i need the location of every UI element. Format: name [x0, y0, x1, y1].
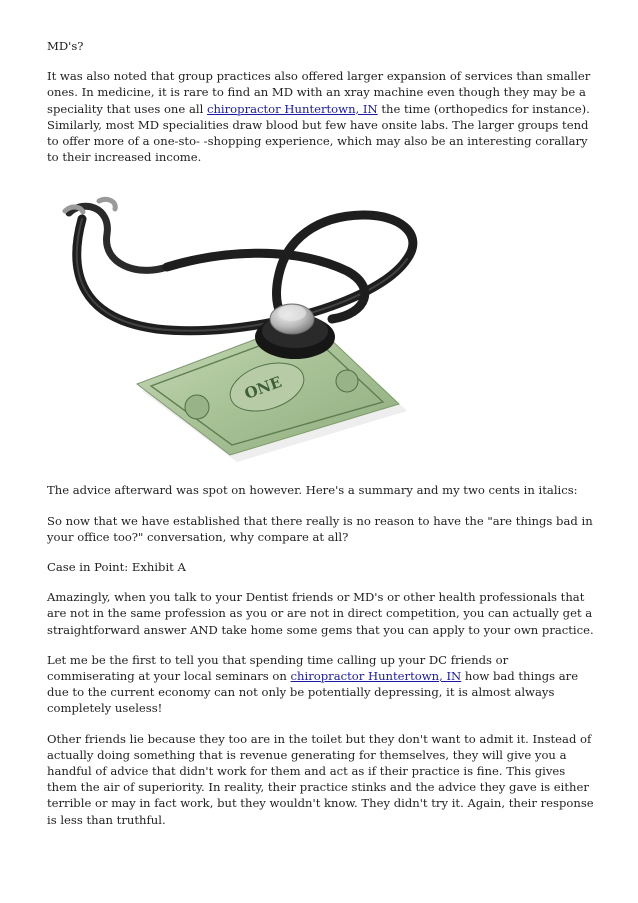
svg-text:ONE: ONE — [242, 373, 285, 404]
paragraph-text: It was also noted that group practices also offered larger expansion of services than smaller ones. In medicine, it is rare to find an MD with an xray machine even though they may be a speciality that uses one all — [47, 69, 591, 116]
paragraph-text: how bad things are due to the current economy can not only be potentially depressing, it is almost always completely useless! — [47, 669, 579, 716]
paragraph-case-in-point: Case in Point: Exhibit A — [47, 560, 186, 575]
paragraph-text: Let me be the first to tell you that spending time calling up your DC friends or commiserating at your local seminars on — [47, 652, 509, 684]
stethoscope-illustration — [47, 179, 427, 464]
paragraph-group-practices — [47, 68, 595, 165]
paragraph-why-compare: So now that we have established that there really is no reason to have the "are things bad in your office too?" conversation, why compare at all? — [47, 513, 593, 544]
chiropractor-link[interactable]: chiropractor Huntertown, IN — [206, 101, 378, 116]
stethoscope-dollar-image — [47, 179, 427, 464]
paragraph-other-friends: Other friends lie because they too are in the toilet but they don't want to admit it. Instead of actually doing something that is revenue generating for themselves, they will give you a handful of advice that didn't work for them and act as if their practice is fine. This gives them the air of superiority. In reality, their practice stinks and the advice they gave is either terrible or may in fact work, but they wouldn't know. They didn't try it. Again, their response is less than truthful. — [47, 731, 594, 827]
stethoscope-tubing — [65, 200, 413, 331]
paragraph-text: the time (orthopedics for instance). Similarly, most MD specialities draw blood but few have onsite labs. The larger groups tend to offer more of a one-sto- -shopping experience, which may also be an interesting corallary to their increased income. — [47, 101, 590, 165]
paragraph-first-to-tell — [47, 652, 595, 717]
chiropractor-link[interactable]: chiropractor Huntertown, IN — [290, 669, 462, 684]
document-page — [47, 38, 595, 842]
paragraph-advice: The advice afterward was spot on however. Here's a summary and my two cents in italics: — [47, 483, 578, 498]
paragraph-md-question: MD's? — [47, 39, 84, 53]
paragraph-dentist-friends: Amazingly, when you talk to your Dentist friends or MD's or other health professionals that are not in the same profession as you or are not in direct competition, you can actually get a straightforward answer AND take home some gems that you can apply to your own practice. — [47, 590, 594, 637]
